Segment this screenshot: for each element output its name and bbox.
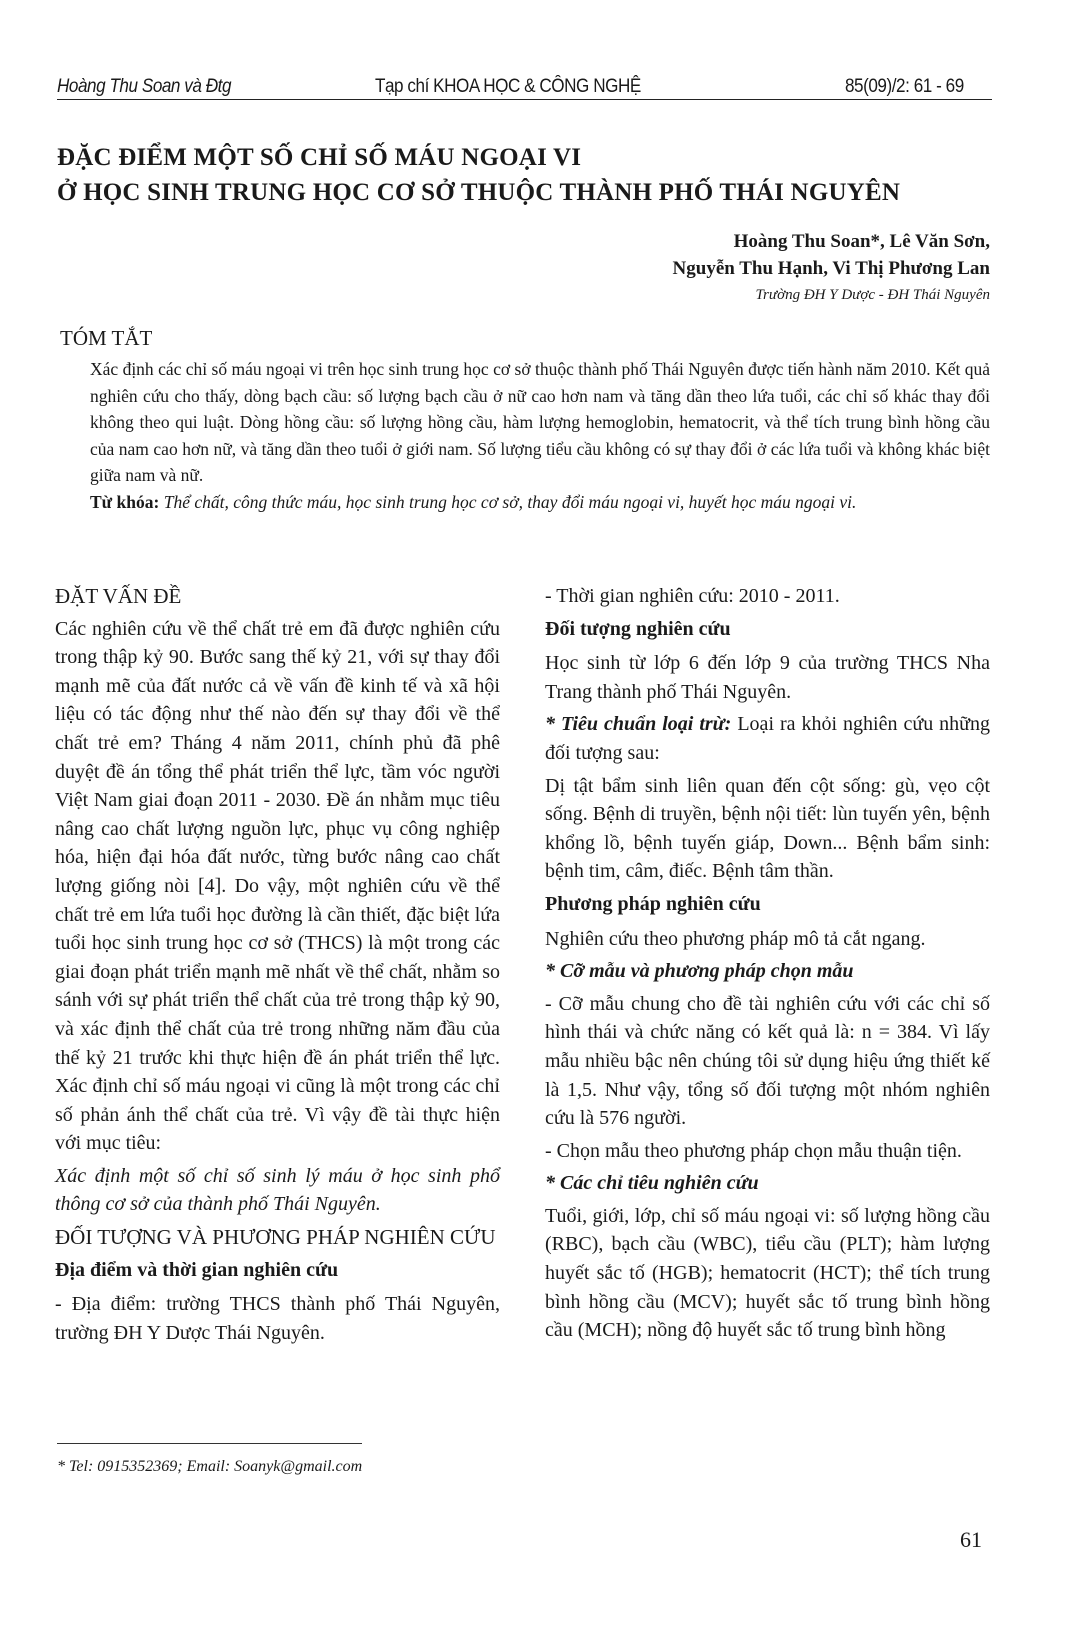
- paper-title: [57, 140, 900, 210]
- paragraph: Các nghiên cứu về thể chất trẻ em đã được nghiên cứu trong thập kỷ 90. Bước sang thế kỷ 21, với sự thay đổi mạnh mẽ của đất nước cả về vấn đề kinh tế và xã hội liệu có tác động như thế nào đến sự thay đổi về thể chất trẻ em? Tháng 4 năm 2011, chính phủ đã phê duyệt đề án tổng thể phát triển thể lực, tầm vóc người Việt Nam giai đoạn 2011 - 2030. Đề án nhằm mục tiêu nâng cao chất lượng nguồn lực, phục vụ công nghiệp hóa, hiện đại hóa đất nước, từng bước nâng cao chất lượng giống nòi [4]. Do vậy, một nghiên cứu về thể chất trẻ em lứa tuổi học đường là cần thiết, đặc biệt lứa tuổi học sinh trung học cơ sở (THCS) là một trong các giai đoạn phát triển mạnh mẽ nhất về thể chất, nhằm so sánh với sự phát triển thể chất của trẻ trong thập kỷ 90, và xác định thể chất của trẻ trong những năm đầu của thế kỷ 21 trước khi thực hiện đề án phát triển thể lực. Xác định chỉ số máu ngoại vi cũng là một trong các chỉ số phản ánh thể chất của trẻ. Vì vậy đề tài thực hiện với mục tiêu:: [55, 617, 500, 1155]
- title-line-2: Ở HỌC SINH TRUNG HỌC CƠ SỞ THUỘC THÀNH PHỐ THÁI NGUYÊN: [57, 179, 901, 206]
- paragraph: - Địa điểm: trường THCS thành phố Thái Nguyên, trường ĐH Y Dược Thái Nguyên.: [55, 1293, 500, 1344]
- subheading-exclusion: * Tiêu chuẩn loại trừ:: [545, 713, 732, 736]
- author-block: [673, 228, 990, 309]
- paragraph: Nghiên cứu theo phương pháp mô tả cắt ngang.: [545, 927, 926, 950]
- keywords: [90, 489, 990, 516]
- page-number: 61: [960, 1527, 982, 1552]
- abstract-heading: TÓM TẮT: [60, 326, 153, 350]
- objective: Xác định một số chỉ số sinh lý máu ở học sinh phổ thông cơ sở của thành phố Thái Nguyên.: [55, 1164, 500, 1216]
- keywords-label: Từ khóa:: [90, 491, 160, 512]
- running-header-issue: 85(09)/2: 61 - 69: [845, 76, 964, 97]
- subheading-location: Địa điểm và thời gian nghiên cứu: [55, 1258, 339, 1281]
- footnote-rule: [57, 1443, 362, 1444]
- paragraph: Tuổi, giới, lớp, chỉ số máu ngoại vi: số lượng hồng cầu (RBC), bạch cầu (WBC), tiểu cầu (PLT); hàm lượng huyết sắc tố (HGB); hematocrit (HCT); thể tích trung bình hồng cầu (MCV); huyết sắc tố trung bình hồng cầu (MCH); nồng độ huyết sắc tố trung bình hồng: [545, 1204, 990, 1342]
- section-heading-methods: ĐỐI TƯỢNG VÀ PHƯƠNG PHÁP NGHIÊN CỨU: [55, 1225, 496, 1250]
- header-rule: [57, 99, 992, 100]
- left-column: [55, 582, 500, 1351]
- subheading-subjects: Đối tượng nghiên cứu: [545, 617, 731, 640]
- subheading-sample: * Cỡ mẫu và phương pháp chọn mẫu: [545, 960, 854, 983]
- paragraph: Loại ra khỏi nghiên cứu những đối tượng sau:: [545, 713, 991, 764]
- title-line-1: ĐẶC ĐIỂM MỘT SỐ CHỈ SỐ MÁU NGOẠI VI: [57, 144, 582, 171]
- keywords-text: Thể chất, công thức máu, học sinh trung học cơ sở, thay đổi máu ngoại vi, huyết học máu ngoại vi.: [163, 491, 857, 512]
- paragraph: - Cỡ mẫu chung cho đề tài nghiên cứu với các chỉ số hình thái và chức năng có kết quả là: n = 384. Vì lấy mẫu nhiều bậc nên chúng tôi sử dụng hiệu ứng thiết kế là 1,5. Như vậy, tổng số đối tượng một nhóm nghiên cứu là 576 người.: [545, 992, 990, 1130]
- right-column: [545, 582, 990, 1349]
- subheading-method: Phương pháp nghiên cứu: [545, 892, 761, 915]
- running-header-authors: Hoàng Thu Soan và Đtg: [57, 76, 232, 97]
- authors-line-1: Hoàng Thu Soan*, Lê Văn Sơn,: [733, 231, 990, 252]
- authors-line-2: Nguyễn Thu Hạnh, Vi Thị Phương Lan: [672, 258, 990, 279]
- footnote: * Tel: 0915352369; Email: Soanyk@gmail.com: [57, 1458, 363, 1475]
- abstract: [90, 356, 990, 515]
- paragraph: Dị tật bẩm sinh liên quan đến cột sống: gù, vẹo cột sống. Bệnh di truyền, bệnh nội tiết: lùn tuyến yên, bệnh khổng lồ, bệnh tuyến giáp, Down... Bệnh bẩm sinh: bệnh tim, câm, điếc. Bệnh tâm thần.: [545, 774, 990, 883]
- paragraph: - Chọn mẫu theo phương pháp chọn mẫu thuận tiện.: [545, 1139, 962, 1162]
- affiliation: Trường ĐH Y Dược - ĐH Thái Nguyên: [755, 287, 990, 303]
- section-heading-intro: ĐẶT VẤN ĐỀ: [55, 584, 182, 608]
- running-header-journal: Tạp chí KHOA HỌC & CÔNG NGHỆ: [375, 76, 641, 97]
- subheading-indicators: * Các chỉ tiêu nghiên cứu: [545, 1172, 759, 1195]
- paragraph: Học sinh từ lớp 6 đến lớp 9 của trường THCS Nha Trang thành phố Thái Nguyên.: [545, 652, 990, 703]
- paragraph: - Thời gian nghiên cứu: 2010 - 2011.: [545, 585, 840, 607]
- abstract-text: Xác định các chỉ số máu ngoại vi trên học sinh trung học cơ sở thuộc thành phố Thái Nguyên được tiến hành năm 2010. Kết quả nghiên cứu cho thấy, dòng bạch cầu: số lượng bạch cầu ở nữ cao hơn nam và tăng dần theo lứa tuổi, các chỉ số khác thay đổi không theo qui luật. Dòng hồng cầu: số lượng hồng cầu, hàm lượng hemoglobin, hematocrit, và thể tích trung bình hồng cầu của nam cao hơn nữ, và tăng dần theo tuổi ở giới nam. Số lượng tiểu cầu không có sự thay đổi ở các lứa tuổi và không khác biệt giữa nam và nữ.: [90, 359, 990, 485]
